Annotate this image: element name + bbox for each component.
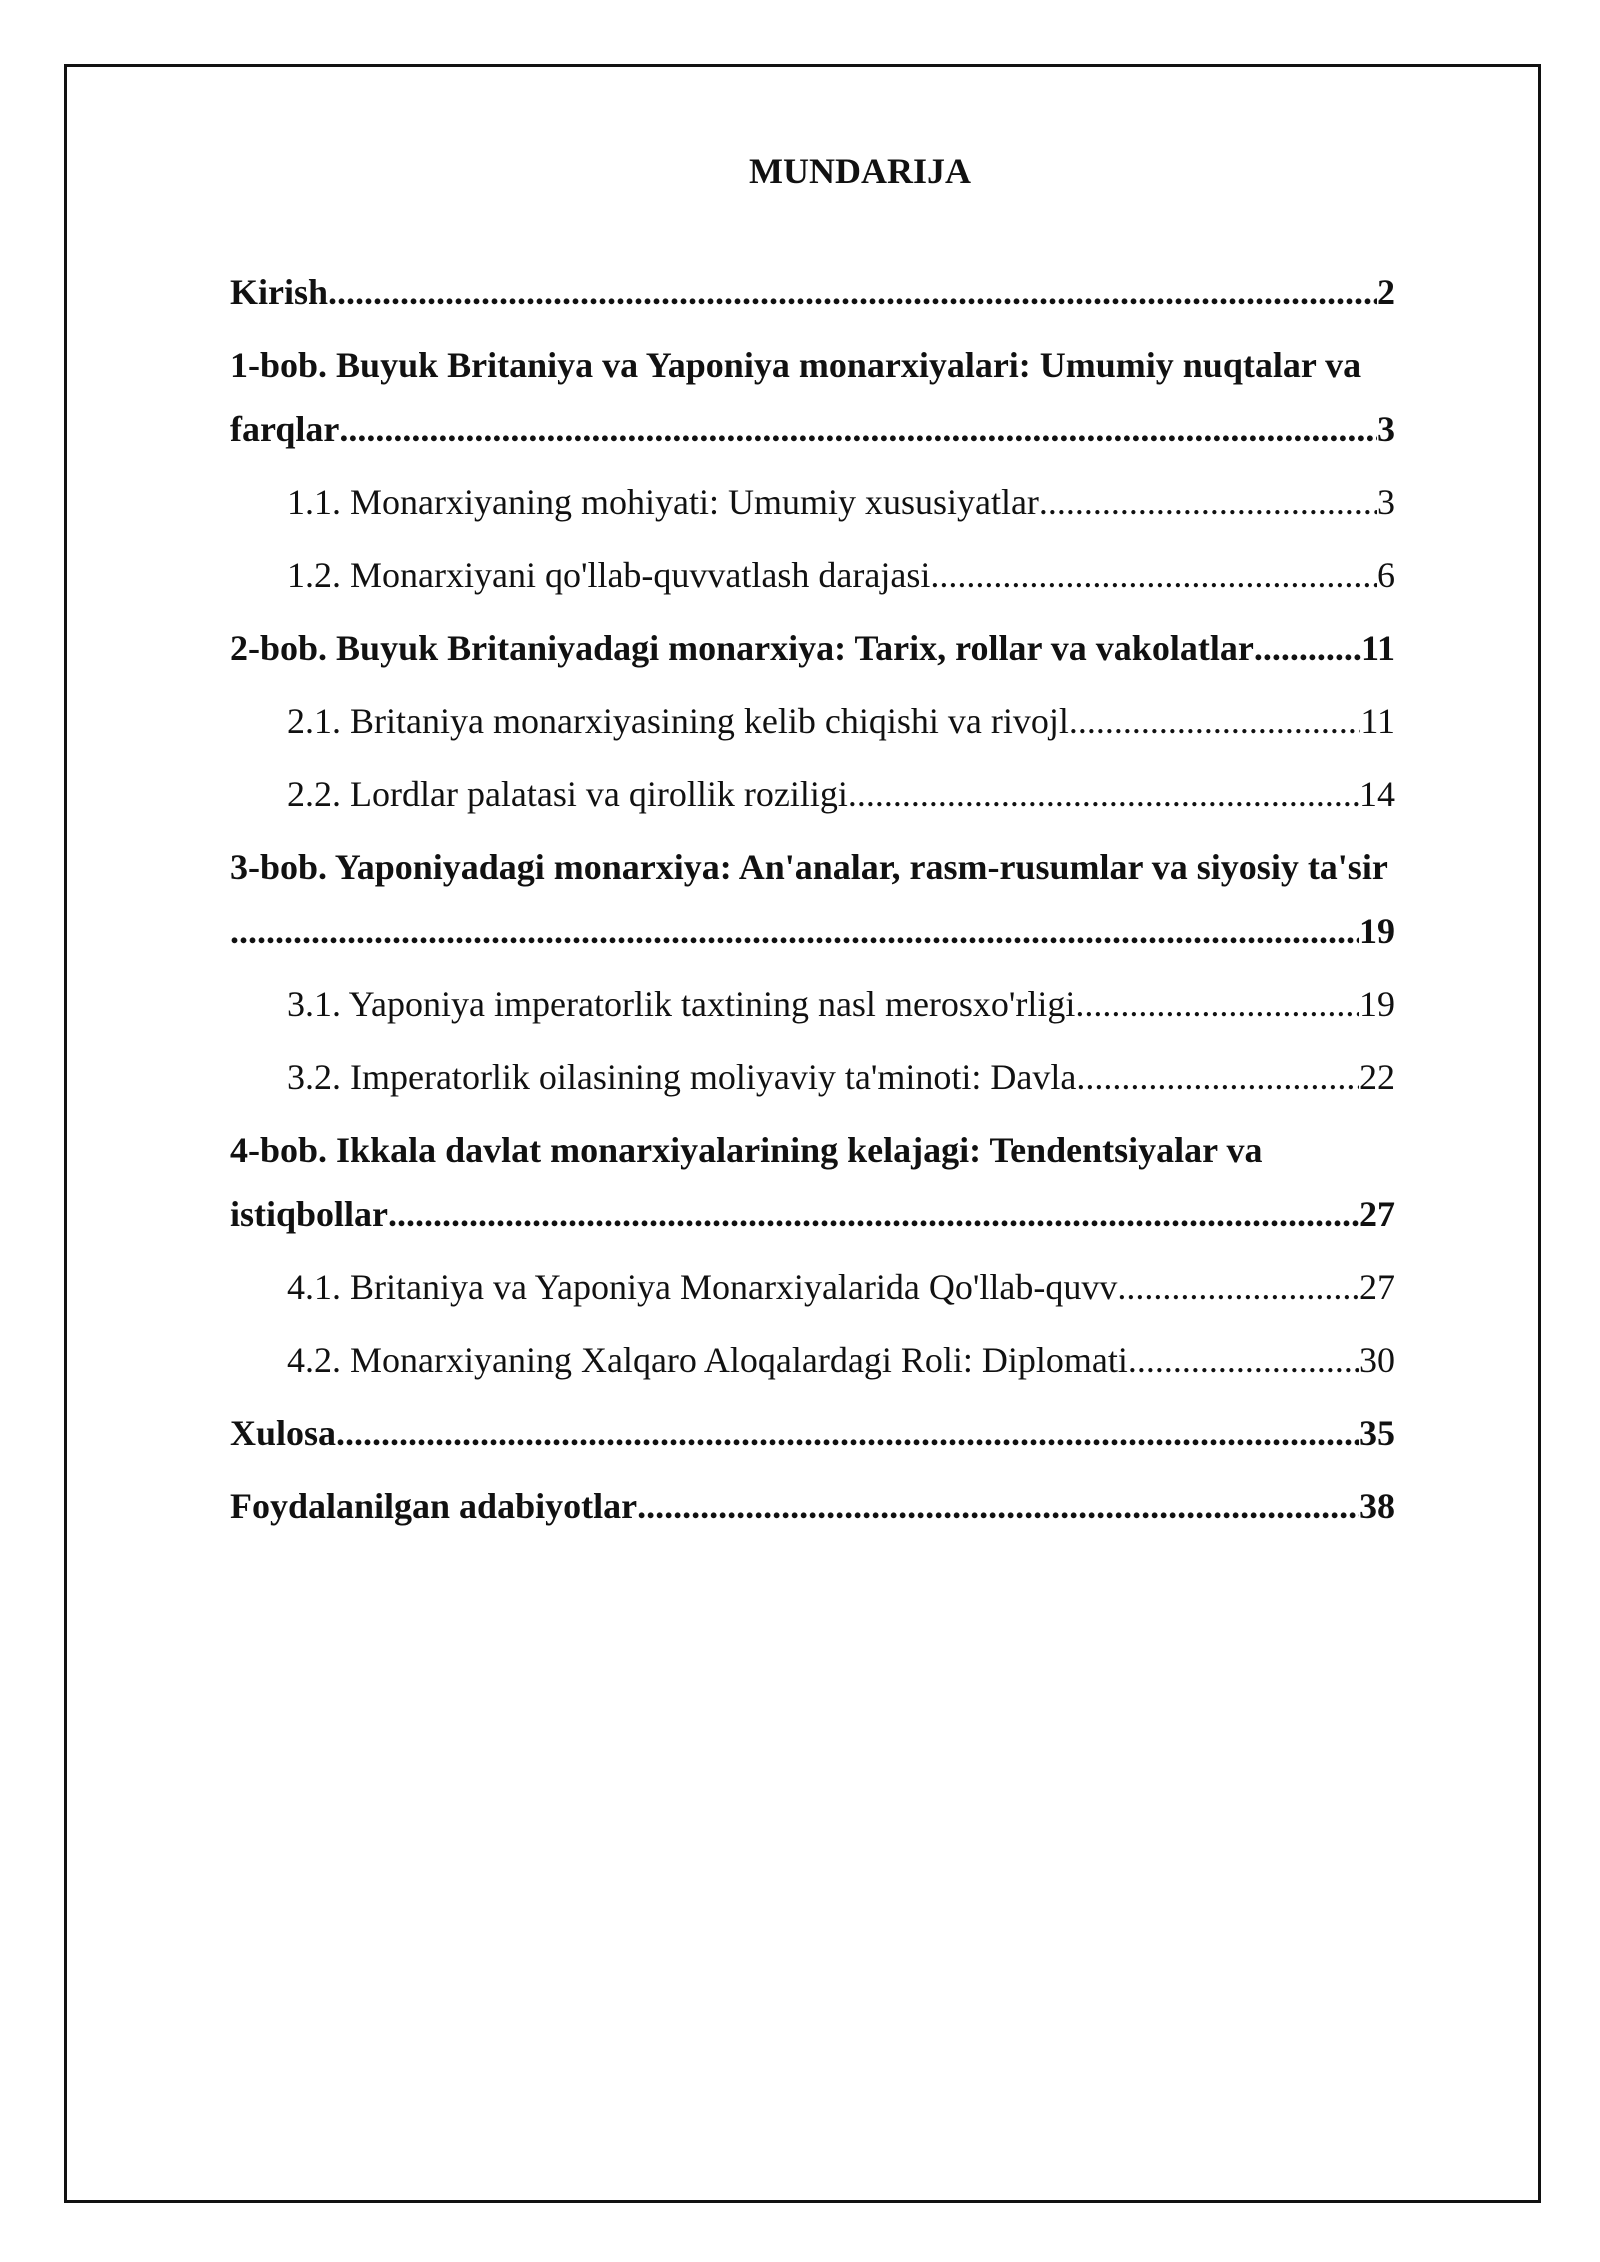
toc-entry-kirish[interactable]: [230, 260, 1395, 324]
toc-entry-chapter-1[interactable]: [230, 397, 1395, 461]
toc-entry-xulosa[interactable]: [230, 1401, 1395, 1465]
toc-entry-section-4-1[interactable]: [230, 1255, 1395, 1319]
dot-leader: [637, 1474, 1359, 1538]
toc-entry-page: 14: [1359, 774, 1395, 814]
toc-entry-references[interactable]: [230, 1474, 1395, 1538]
toc-entry-page: 3: [1377, 482, 1395, 522]
toc-entry-chapter-4-line-1[interactable]: 4-bob. Ikkala davlat monarxiyalarining kelajagi: Tendentsiyalar va: [230, 1130, 1263, 1170]
toc-entry-label: istiqbollar: [230, 1194, 389, 1234]
toc-entry-label: 4.2. Monarxiyaning Xalqaro Aloqalardagi Roli: Diplomati: [287, 1340, 1128, 1380]
toc-entry-page: 38: [1359, 1486, 1395, 1526]
dot-leader: [339, 397, 1377, 461]
toc-entry-label: 1.2. Monarxiyani qo'llab-quvvatlash darajasi: [287, 555, 931, 595]
toc-entry-page: 22: [1359, 1057, 1395, 1097]
dot-leader: [930, 543, 1377, 607]
toc-entry-section-1-1[interactable]: [230, 470, 1395, 534]
toc-entry-label: 1.1. Monarxiyaning mohiyati: Umumiy xususiyatlar: [287, 482, 1039, 522]
dot-leader: [1128, 1328, 1359, 1392]
toc-entry-label: 4.1. Britaniya va Yaponiya Monarxiyalarida Qo'llab-quvv: [287, 1267, 1118, 1307]
toc-entry-label: Xulosa: [230, 1413, 337, 1453]
toc-entry-section-3-2[interactable]: [230, 1045, 1395, 1109]
dot-leader: [1075, 972, 1359, 1036]
dot-leader: [1117, 1255, 1359, 1319]
toc-entry-section-4-2[interactable]: [230, 1328, 1395, 1392]
toc-entry-page: 27: [1359, 1194, 1395, 1234]
dot-leader: [1254, 616, 1361, 680]
toc-entry-chapter-3-line-1[interactable]: 3-bob. Yaponiyadagi monarxiya: An'analar, rasm-rusumlar va siyosiy ta'sir: [230, 847, 1388, 887]
toc-entry-label: 3.2. Imperatorlik oilasining moliyaviy ta'minoti: Davla: [287, 1057, 1077, 1097]
dot-leader: [848, 762, 1359, 826]
toc-entry-label: Foydalanilgan adabiyotlar: [230, 1486, 638, 1526]
toc-entry-label: 2.1. Britaniya monarxiyasining kelib chiqishi va rivojl: [287, 701, 1069, 741]
dot-leader: [1039, 470, 1377, 534]
toc-title: [0, 150, 1600, 192]
toc-entry-page: 19: [1359, 984, 1395, 1024]
dot-leader: [336, 1401, 1359, 1465]
table-of-contents: [230, 260, 1395, 1547]
toc-entry-chapter-4[interactable]: [230, 1182, 1395, 1246]
dot-leader: [388, 1182, 1359, 1246]
toc-entry-label: Kirish: [230, 272, 329, 312]
toc-entry-label: farqlar: [230, 409, 340, 449]
toc-entry-label: 2-bob. Buyuk Britaniyadagi monarxiya: Tarix, rollar va vakolatlar: [230, 628, 1254, 668]
toc-entry-page: 6: [1377, 555, 1395, 595]
dot-leader: [1076, 1045, 1359, 1109]
toc-entry-page: 11: [1360, 628, 1395, 668]
toc-entry-label: 3.1. Yaponiya imperatorlik taxtining nasl merosxo'rligi: [287, 984, 1076, 1024]
toc-entry-label: 2.2. Lordlar palatasi va qirollik roziligi: [287, 774, 848, 814]
toc-entry-section-2-2[interactable]: [230, 762, 1395, 826]
toc-entry-chapter-1-line-1[interactable]: 1-bob. Buyuk Britaniya va Yaponiya monarxiyalari: Umumiy nuqtalar va: [230, 345, 1362, 385]
toc-entry-page: 35: [1359, 1413, 1395, 1453]
toc-entry-page: 19: [1359, 911, 1395, 951]
dot-leader: [230, 899, 1359, 963]
toc-entry-chapter-2[interactable]: [230, 616, 1395, 680]
toc-entry-page: 11: [1360, 701, 1395, 741]
toc-title-text: MUNDARIJA: [749, 151, 971, 191]
toc-entry-section-1-2[interactable]: [230, 543, 1395, 607]
toc-entry-page: 3: [1377, 409, 1395, 449]
toc-entry-section-2-1[interactable]: [230, 689, 1395, 753]
dot-leader: [1069, 689, 1360, 753]
dot-leader: [328, 260, 1377, 324]
toc-entry-page: 27: [1359, 1267, 1395, 1307]
toc-entry-page: 2: [1377, 272, 1395, 312]
toc-entry-section-3-1[interactable]: [230, 972, 1395, 1036]
toc-entry-page: 30: [1359, 1340, 1395, 1380]
toc-entry-chapter-3[interactable]: [230, 899, 1395, 963]
